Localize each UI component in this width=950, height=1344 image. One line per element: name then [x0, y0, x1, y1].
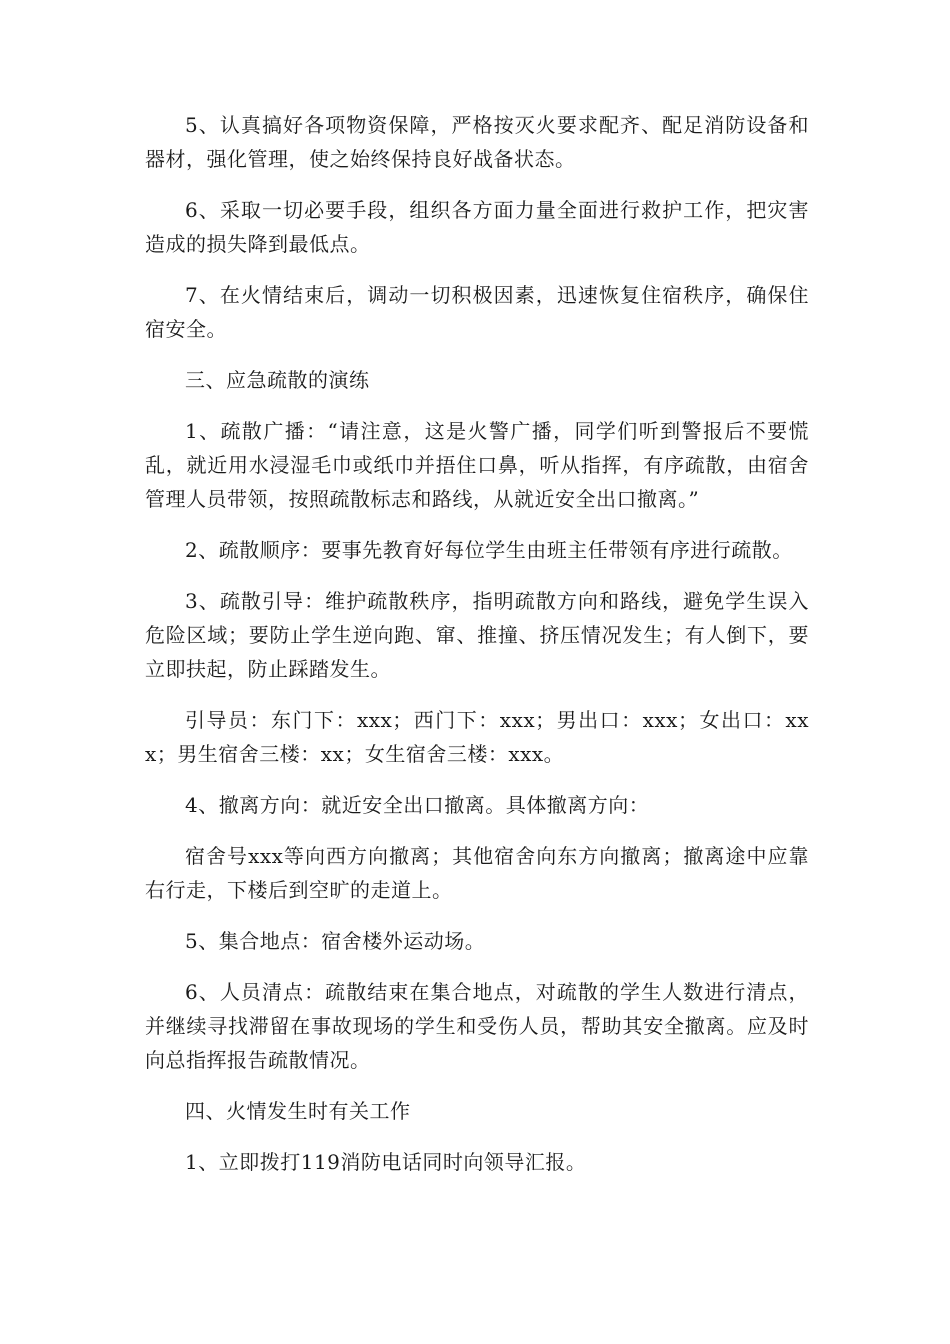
paragraph-item-5-supplies: 5、认真搞好各项物资保障，严格按灭火要求配齐、配足消防设备和器材，强化管理，使之始终保持良好战备状态。: [145, 113, 809, 171]
paragraph-item-7-recovery: 7、在火情结束后，调动一切积极因素，迅速恢复住宿秩序，确保住宿安全。: [145, 283, 809, 341]
section-heading-evacuation-drill: 三、应急疏散的演练: [185, 368, 370, 392]
paragraph-direction-details: 宿舍号xxx等向西方向撤离；其他宿舍向东方向撤离；撤离途中应靠右行走，下楼后到空旷的走道上。: [145, 844, 809, 902]
paragraph-headcount: 6、人员清点：疏散结束在集合地点，对疏散的学生人数进行清点，并继续寻找滞留在事故现场的学生和受伤人员，帮助其安全撤离。应及时向总指挥报告疏散情况。: [145, 980, 809, 1072]
paragraph-guides-list: 引导员：东门下：xxx；西门下：xxx；男出口：xxx；女出口：xxx；男生宿舍三楼：xx；女生宿舍三楼：xxx。: [145, 708, 809, 766]
paragraph-evacuation-guidance: 3、疏散引导：维护疏散秩序，指明疏散方向和路线，避免学生误入危险区域；要防止学生逆向跑、窜、推撞、挤压情况发生；有人倒下，要立即扶起，防止踩踏发生。: [145, 589, 809, 681]
paragraph-item-6-rescue: 6、采取一切必要手段，组织各方面力量全面进行救护工作，把灾害造成的损失降到最低点。: [145, 198, 809, 256]
paragraph-evacuation-direction: 4、撤离方向：就近安全出口撤离。具体撤离方向：: [185, 793, 650, 817]
paragraph-call-119: 1、立即拨打119消防电话同时向领导汇报。: [185, 1150, 587, 1174]
paragraph-evacuation-order: 2、疏散顺序：要事先教育好每位学生由班主任带领有序进行疏散。: [185, 538, 793, 562]
paragraph-evacuation-broadcast: 1、疏散广播：“请注意，这是火警广播，同学们听到警报后不要慌乱，就近用水浸湿毛巾或纸巾并捂住口鼻，听从指挥，有序疏散，由宿舍管理人员带领，按照疏散标志和路线，从就近安全出口撤离。”: [145, 419, 809, 511]
section-heading-fire-response: 四、火情发生时有关工作: [185, 1099, 411, 1123]
document-body: [145, 108, 809, 1196]
paragraph-assembly-point: 5、集合地点：宿舍楼外运动场。: [185, 929, 486, 953]
